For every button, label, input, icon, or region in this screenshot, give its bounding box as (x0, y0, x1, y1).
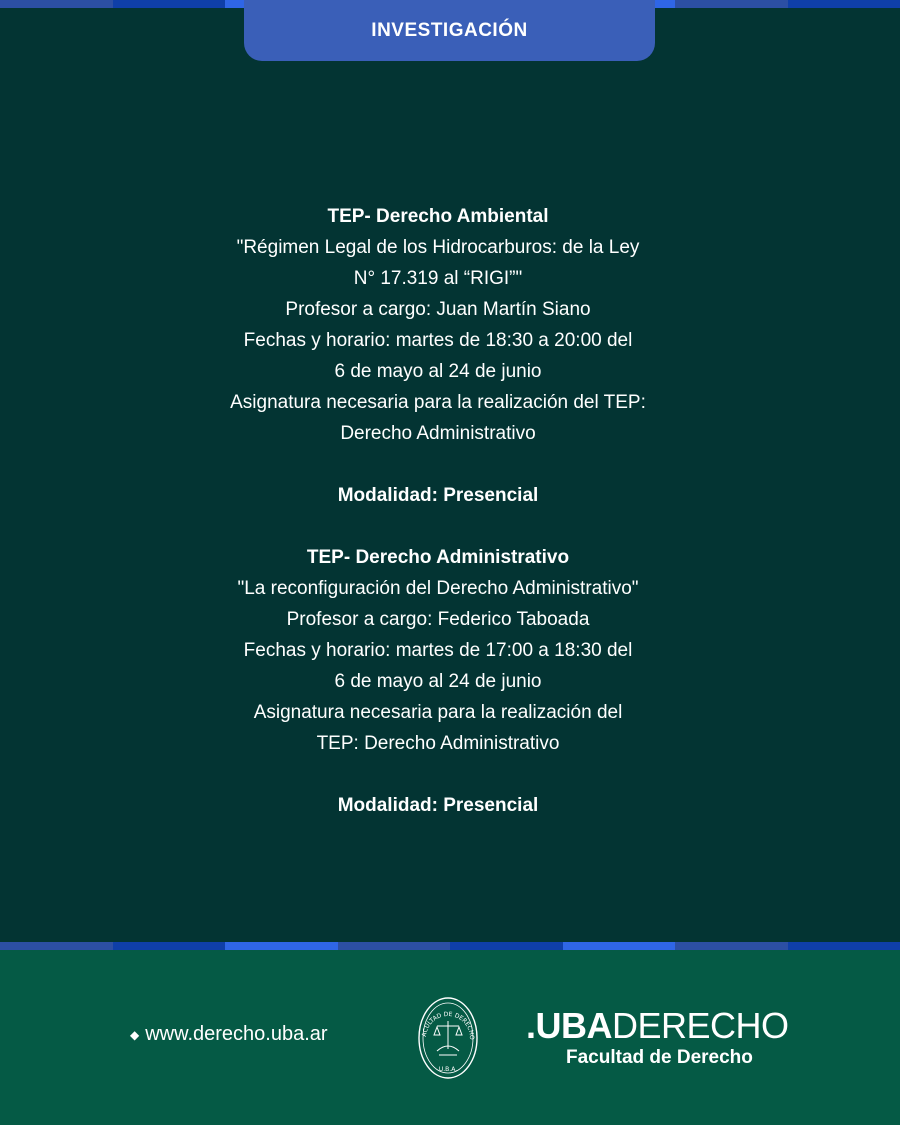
footer-stripe (0, 942, 900, 950)
diamond-icon: ◆ (130, 1027, 140, 1042)
website-text: www.derecho.uba.ar (145, 1023, 328, 1045)
seal-text-bottom: U.B.A. (438, 1066, 458, 1073)
spacer (150, 511, 726, 542)
course-line: Asignatura necesaria para la realización del (253, 702, 623, 723)
faculty-seal-icon (417, 993, 479, 1083)
brand-subtitle: Facultad de Derecho (566, 1047, 753, 1068)
course-modality: Modalidad: Presencial (337, 485, 539, 506)
course-line: 6 de mayo al 24 de junio (334, 671, 542, 692)
svg-text:FACULTAD DE DERECHO (417, 993, 475, 1040)
course-line: Fechas y horario: martes de 17:00 a 18:30 del (243, 640, 633, 661)
course-modality: Modalidad: Presencial (337, 795, 539, 816)
course-title: TEP- Derecho Administrativo (306, 547, 570, 568)
brand-logo (526, 1006, 789, 1069)
spacer (150, 449, 726, 480)
seal-text-top: ACULTAD DE DERECHO (420, 1010, 476, 1040)
brand-suffix: DERECHO (612, 1005, 789, 1046)
section-tag-label: INVESTIGACIÓN (371, 19, 528, 41)
spacer (150, 759, 726, 790)
course-list (150, 201, 726, 821)
website-link[interactable] (130, 1023, 328, 1046)
section-tag (244, 0, 655, 61)
course-line: N° 17.319 al “RIGI”" (353, 268, 523, 289)
course-line: TEP: Derecho Administrativo (316, 733, 560, 754)
course-line: 6 de mayo al 24 de junio (334, 361, 542, 382)
course-line: Fechas y horario: martes de 18:30 a 20:00 del (243, 330, 633, 351)
course-line: Profesor a cargo: Juan Martín Siano (285, 299, 591, 320)
course-line: "Régimen Legal de los Hidrocarburos: de la Ley (236, 237, 640, 258)
course-line: Profesor a cargo: Federico Taboada (286, 609, 590, 630)
footer (0, 950, 900, 1125)
course-line: Asignatura necesaria para la realización del TEP: (230, 392, 646, 413)
course-line: Derecho Administrativo (340, 423, 536, 444)
brand-prefix: .UBA (526, 1005, 612, 1046)
course-line: "La reconfiguración del Derecho Administrativo" (237, 578, 639, 599)
course-title: TEP- Derecho Ambiental (327, 206, 549, 227)
